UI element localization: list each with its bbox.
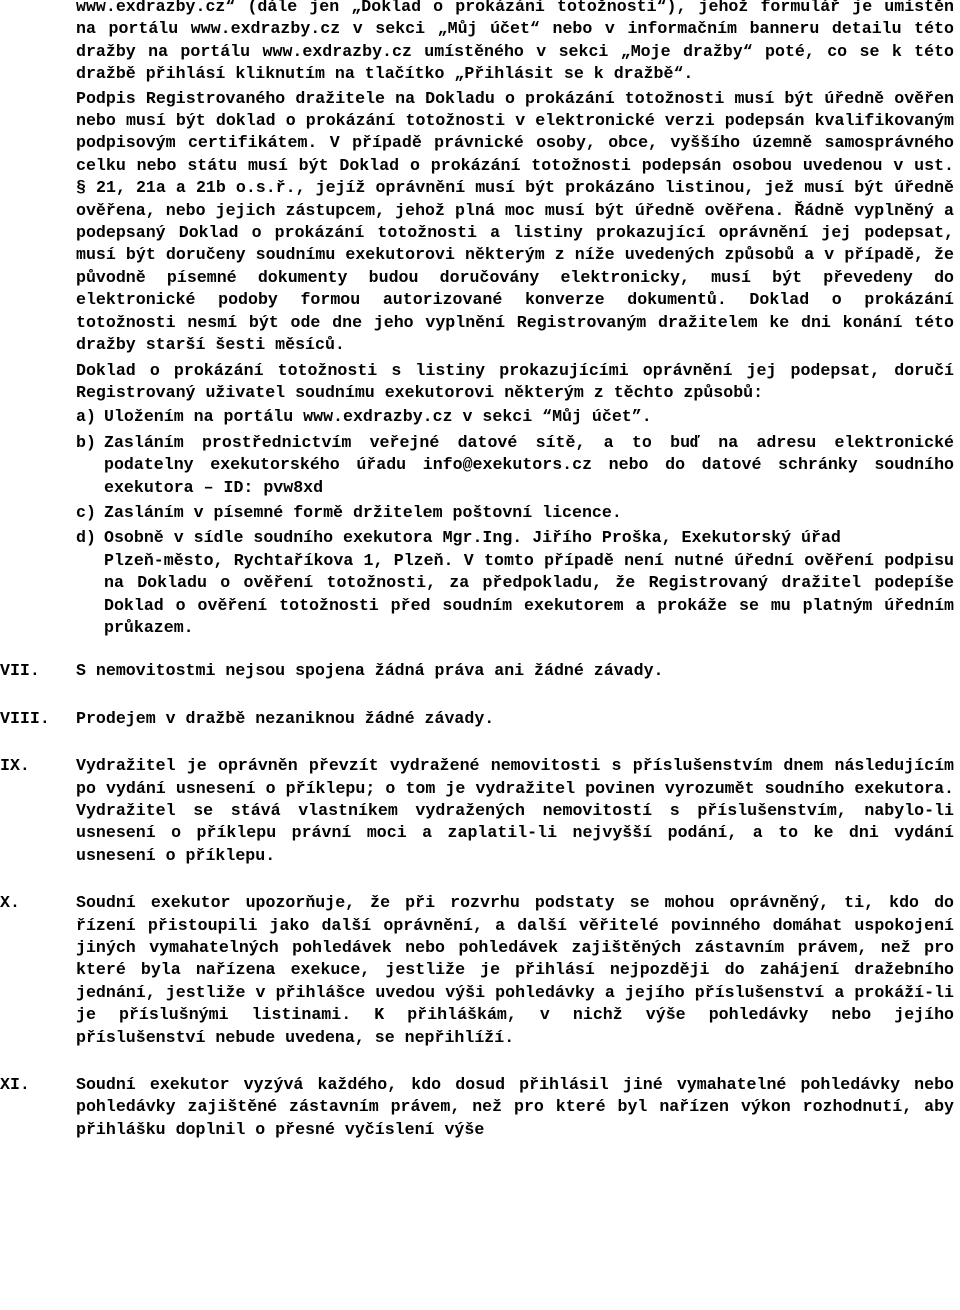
option-letter: a) [76, 407, 96, 427]
delivery-option-b [76, 432, 954, 499]
section-text: Vydražitel je oprávněn převzít vydražené nemovitosti s příslušenstvím dnem následujícím po vydání usnesení o příklepu; o tom je vydražitel povinen vyrozumět soudního exekutora. Vydražitel se stává vlastníkem vydražených nemovitostí s příslušenstvím, nabylo-li usnesení o příklepu právní moci a zaplatil-li nejvyšší podání, a to ke dni vydání usnesení o příklepu. [76, 756, 954, 865]
delivery-option-d [76, 527, 954, 639]
intro-paragraph-2: Podpis Registrovaného dražitele na Dokladu o prokázání totožnosti musí být úředně ověřen nebo musí být doklad o prokázání totožnosti v elektronické verzi podepsán kvalifikovaným podpisovým certifikátem. V případě právnické osoby, obce, vyššího územně samosprávného celku nebo státu musí být Doklad o prokázání totožnosti podepsán osobou uvedenou v ust. § 21, 21a a 21b o.s.ř., jejíž oprávnění musí být prokázáno listinou, jež musí být úředně ověřena, nebo jejich zástupcem, jehož plná moc musí být úředně ověřena. Řádně vyplněný a podepsaný Doklad o prokázání totožnosti a listiny prokazující oprávnění jej podepsat, musí být doručeny soudnímu exekutorovi některým z níže uvedených způsobů a v případě, že původně písemné dokumenty budou doručovány elektronicky, musí být převedeny do elektronické podoby formou autorizované konverze dokumentů. Doklad o prokázání totožnosti nesmí být ode dne jeho vyplnění Registrovaným dražitelem ke dni konání této dražby starší šesti měsíců. [76, 88, 954, 355]
option-text-continuation: Plzeň-město, Rychtaříkova 1, Plzeň. V tomto případě není nutné úřední ověření podpisu na Dokladu o ověření totožnosti, za předpokladu, že Registrovaný dražitel podepíše Doklad o ověření totožnosti před soudním exekutorem a prokáže se mu platným úředním průkazem. [104, 550, 954, 637]
option-text: Zasláním prostřednictvím veřejné datové sítě, a to buď na adresu elektronické podatelny exekutorského úřadu info@exekutors.cz nebo do datové schránky soudního exekutora – ID: pvw8xd [104, 432, 954, 497]
intro-paragraph-3: Doklad o prokázání totožnosti s listiny prokazujícími oprávnění jej podepsat, doručí Registrovaný uživatel soudnímu exekutorovi některým z těchto způsobů: [76, 360, 954, 402]
intro-block [76, 0, 954, 639]
section-vii [0, 660, 960, 682]
intro-paragraph-1: www.exdrazby.cz“ (dále jen „Doklad o prokázání totožnosti“), jehož formulář je umístěn na portálu www.exdrazby.cz v sekci „Můj účet“ nebo v informačním banneru detailu této dražby na portálu www.exdrazby.cz umístěného v sekci „Moje dražby“ poté, co se k této dražbě přihlásí kliknutím na tlačítko „Přihlásit se k dražbě“. [76, 0, 954, 84]
section-viii [0, 708, 960, 730]
delivery-option-a [76, 406, 954, 428]
option-text: Uložením na portálu www.exdrazby.cz v sekci “Můj účet”. [104, 407, 652, 427]
option-letter: c) [76, 502, 96, 522]
option-text: Osobně v sídle soudního exekutora Mgr.Ing. Jiřího Proška, Exekutorský úřad [104, 528, 841, 548]
delivery-option-c [76, 502, 954, 524]
section-text: S nemovitostmi nejsou spojena žádná práva ani žádné závady. [76, 661, 664, 681]
section-x [0, 892, 960, 1049]
section-number: X. [0, 893, 20, 913]
section-xi [0, 1074, 960, 1141]
section-ix [0, 755, 960, 867]
section-number: VII. [0, 661, 40, 681]
option-letter: d) [76, 528, 96, 548]
section-text: Soudní exekutor upozorňuje, že při rozvrhu podstaty se mohou oprávněný, ti, kdo do řízení přistoupili jako další oprávnění, a další věřitelé povinného domáhat uspokojení jiných vymahatelných pohledávek nebo pohledávek zajištěných zástavním právem, než pro které byla nařízena exekuce, jestliže je přihlásí nejpozději do zahájení dražebního jednání, jestliže v přihlášce uvedou výši pohledávky a jejího příslušenství a prokáží-li je příslušnými listinami. K přihláškám, v nichž výše pohledávky nebo jejího příslušenství nebude uvedena, se nepřihlíží. [76, 893, 954, 1047]
option-letter: b) [76, 432, 96, 452]
section-number: VIII. [0, 708, 50, 728]
section-number: IX. [0, 756, 30, 776]
section-text: Soudní exekutor vyzývá každého, kdo dosud přihlásil jiné vymahatelné pohledávky nebo pohledávky zajištěné zástavním právem, než pro které byl nařízen výkon rozhodnutí, aby přihlášku doplnil o přesné vyčíslení výše [76, 1075, 954, 1139]
option-text: Zasláním v písemné formě držitelem poštovní licence. [104, 502, 622, 522]
section-number: XI. [0, 1075, 30, 1095]
section-text: Prodejem v dražbě nezaniknou žádné závady. [76, 708, 495, 728]
